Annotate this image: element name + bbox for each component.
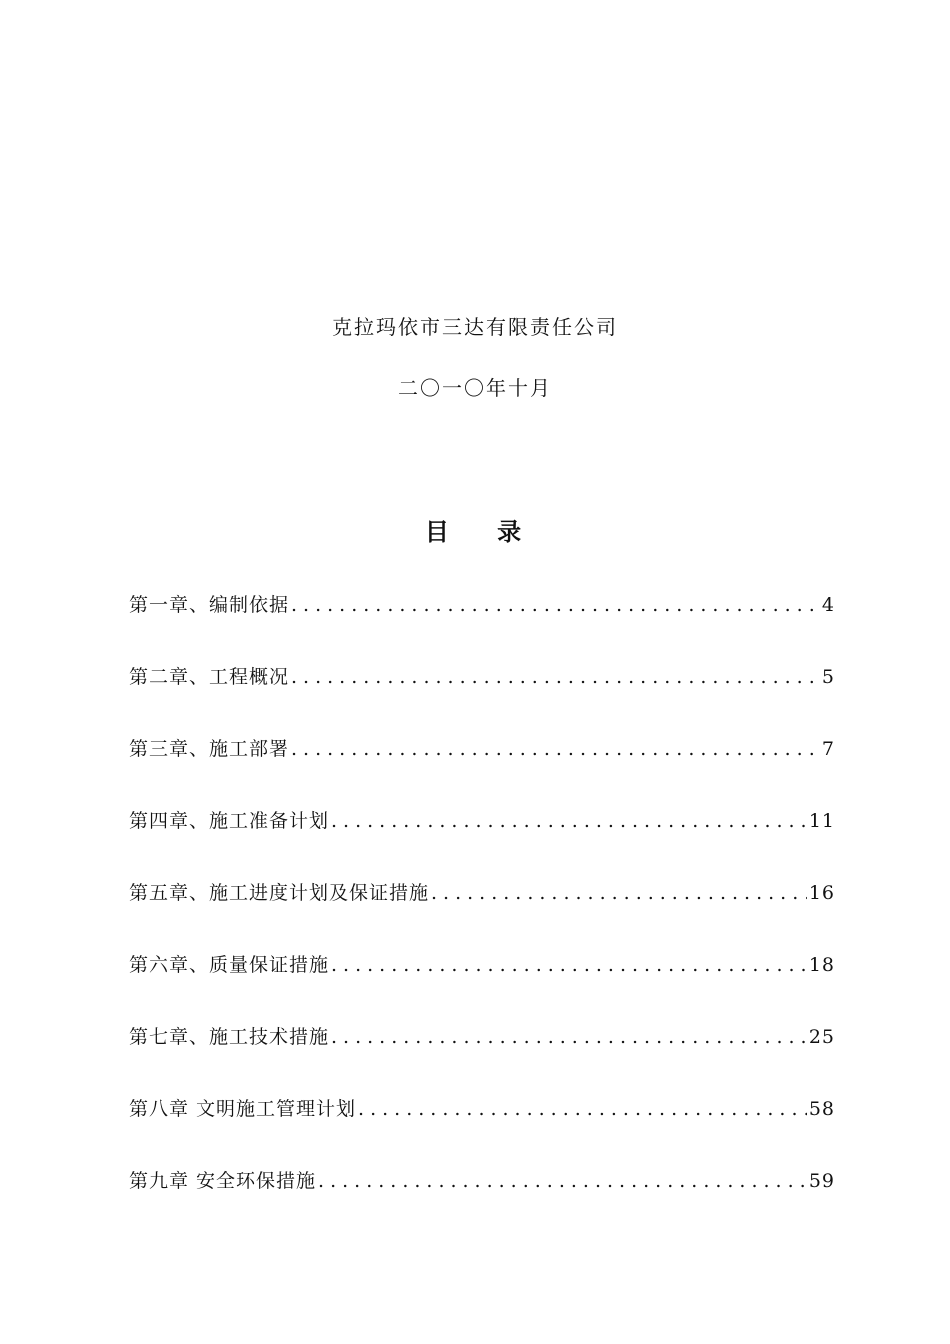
toc-entry-label: 第五章、施工进度计划及保证措施 [129, 882, 430, 904]
toc-entry-page: 7 [821, 738, 835, 760]
toc-entry-page: 18 [808, 954, 835, 976]
toc-leader-dots [331, 1022, 807, 1052]
toc-entry-page: 59 [808, 1170, 835, 1192]
toc-entry-5[interactable] [129, 878, 835, 950]
toc-entry-label: 第八章 文明施工管理计划 [129, 1098, 357, 1120]
toc-entry-label: 第七章、施工技术措施 [129, 1026, 330, 1048]
toc-entry-label: 第六章、质量保证措施 [129, 954, 330, 976]
toc-entry-4[interactable] [129, 806, 835, 878]
toc-entry-label: 第四章、施工准备计划 [129, 810, 330, 832]
toc-entry-page: 58 [808, 1098, 835, 1120]
toc-leader-dots [358, 1094, 807, 1124]
toc-entry-label: 第一章、编制依据 [129, 594, 290, 616]
toc-leader-dots [291, 590, 820, 620]
toc-leader-dots [331, 806, 807, 836]
toc-leader-dots [318, 1166, 807, 1196]
document-date: 二〇一〇年十月 [398, 376, 552, 400]
toc-entry-8[interactable] [129, 1094, 835, 1166]
toc-entry-3[interactable] [129, 734, 835, 806]
toc-entry-page: 16 [808, 882, 835, 904]
toc-entry-label: 第二章、工程概况 [129, 666, 290, 688]
toc-entry-2[interactable] [129, 662, 835, 734]
toc-entry-6[interactable] [129, 950, 835, 1022]
toc-entry-page: 4 [821, 594, 835, 616]
toc-entry-1[interactable] [129, 590, 835, 662]
table-of-contents [129, 590, 835, 1238]
toc-title: 目 录 [424, 518, 542, 546]
toc-leader-dots [291, 662, 820, 692]
toc-entry-9[interactable] [129, 1166, 835, 1238]
toc-entry-page: 25 [808, 1026, 835, 1048]
company-name: 克拉玛依市三达有限责任公司 [332, 315, 618, 339]
toc-entry-page: 11 [808, 810, 835, 832]
toc-entry-page: 5 [821, 666, 835, 688]
toc-leader-dots [291, 734, 820, 764]
toc-entry-7[interactable] [129, 1022, 835, 1094]
toc-leader-dots [431, 878, 807, 908]
toc-leader-dots [331, 950, 807, 980]
toc-entry-label: 第九章 安全环保措施 [129, 1170, 317, 1192]
toc-entry-label: 第三章、施工部署 [129, 738, 290, 760]
